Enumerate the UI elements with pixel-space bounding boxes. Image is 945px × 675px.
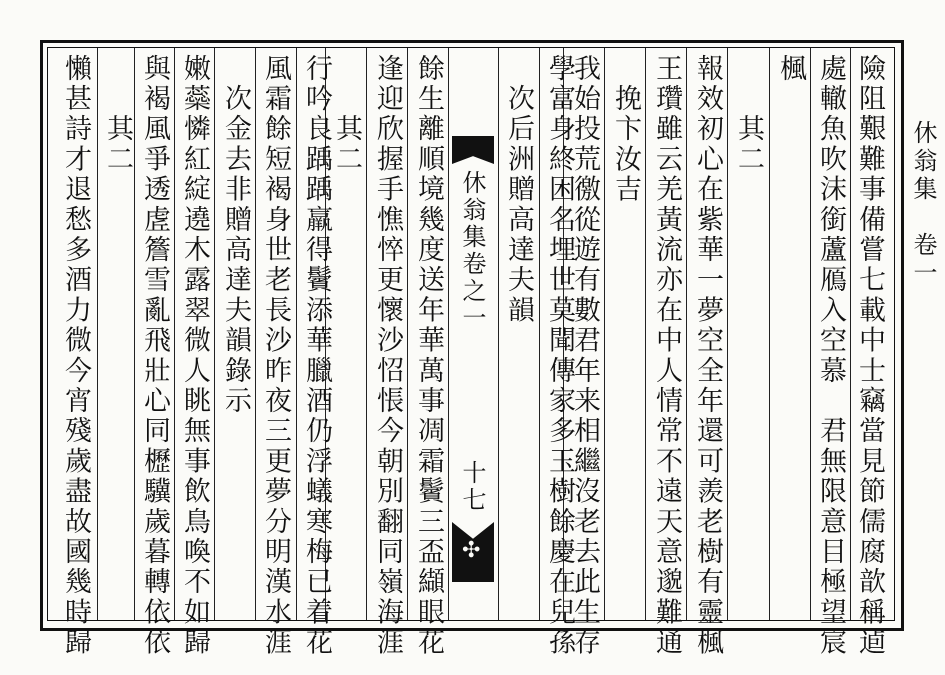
column-rule	[407, 48, 408, 620]
text-column: 王瓚雖云羌黃流亦在中人情常不遠天意邈難通	[651, 54, 682, 658]
column-rule	[645, 48, 646, 620]
book-title-runner: 休翁集 卷一	[909, 120, 937, 288]
text-column: 報效初心在紫華一夢空全年還可羨老樹有靈楓	[692, 54, 723, 658]
fish-tail-ornament-top	[452, 136, 494, 164]
text-column: 險阻艱難事備嘗七載中士竊當見節儒腐歆稱逌	[854, 54, 885, 658]
column-rule	[174, 48, 175, 620]
column-rule	[214, 48, 215, 620]
text-column: 餘生離順境幾度送年華萬事凋霜鬢三盃纈眼花	[413, 54, 444, 658]
column-rule	[97, 48, 98, 620]
column-rule	[366, 48, 367, 620]
text-column: 楓	[775, 54, 806, 85]
text-column: 次后洲贈高達夫韻	[503, 54, 534, 326]
page-number: 十七	[458, 460, 486, 514]
column-rule	[727, 48, 728, 620]
column-rule	[769, 48, 770, 620]
column-rule	[498, 48, 499, 620]
column-rule	[134, 48, 135, 620]
column-rule	[604, 48, 605, 620]
fish-tail-ornament-bottom	[452, 522, 494, 582]
column-rule	[255, 48, 256, 620]
column-rule	[686, 48, 687, 620]
text-column: 其二	[733, 54, 764, 175]
text-column: 嫩蘂憐紅綻遶木露翠微人眺無事飲鳥喚不如歸	[179, 54, 210, 658]
text-column: 與褐風爭透虗簷雪亂飛壯心同櫪驥歲暮轉依依	[139, 54, 170, 658]
text-column: 其二	[102, 54, 133, 175]
column-rule	[296, 48, 297, 620]
column-rule	[850, 48, 851, 620]
column-rule	[810, 48, 811, 620]
text-column: 處轍魚吹沫銜蘆鴈入空慕 君無限意目極望宸	[815, 54, 846, 658]
text-column: 風霜餘短褐身世老長沙昨夜三更夢分明漢水涯	[260, 54, 291, 658]
text-column: 逢迎欣握手憔悴更懷沙怊悵今朝別翻同嶺海涯	[372, 54, 403, 658]
text-column: 次金去非贈高達夫韻錄示	[220, 54, 251, 417]
text-column: 我始投荒徼從遊有數君年来相繼沒老去此生存	[569, 54, 600, 658]
text-column: 懶甚詩才退愁多酒力微今宵殘歲盡故國幾時歸	[60, 54, 91, 658]
text-column: 其二	[331, 54, 362, 175]
text-column: 挽卞汝吉	[610, 54, 641, 205]
center-book-title: 休翁集卷之一	[458, 170, 486, 332]
center-fold	[448, 48, 498, 620]
column-rule	[539, 48, 540, 620]
text-column: 學富身終困名埋世莫聞傳家多玉樹餘慶在兒孫	[544, 54, 575, 658]
text-column: 行吟良踽踽羸得鬢添華臘酒仍浮蟻寒梅已着花	[301, 54, 332, 658]
